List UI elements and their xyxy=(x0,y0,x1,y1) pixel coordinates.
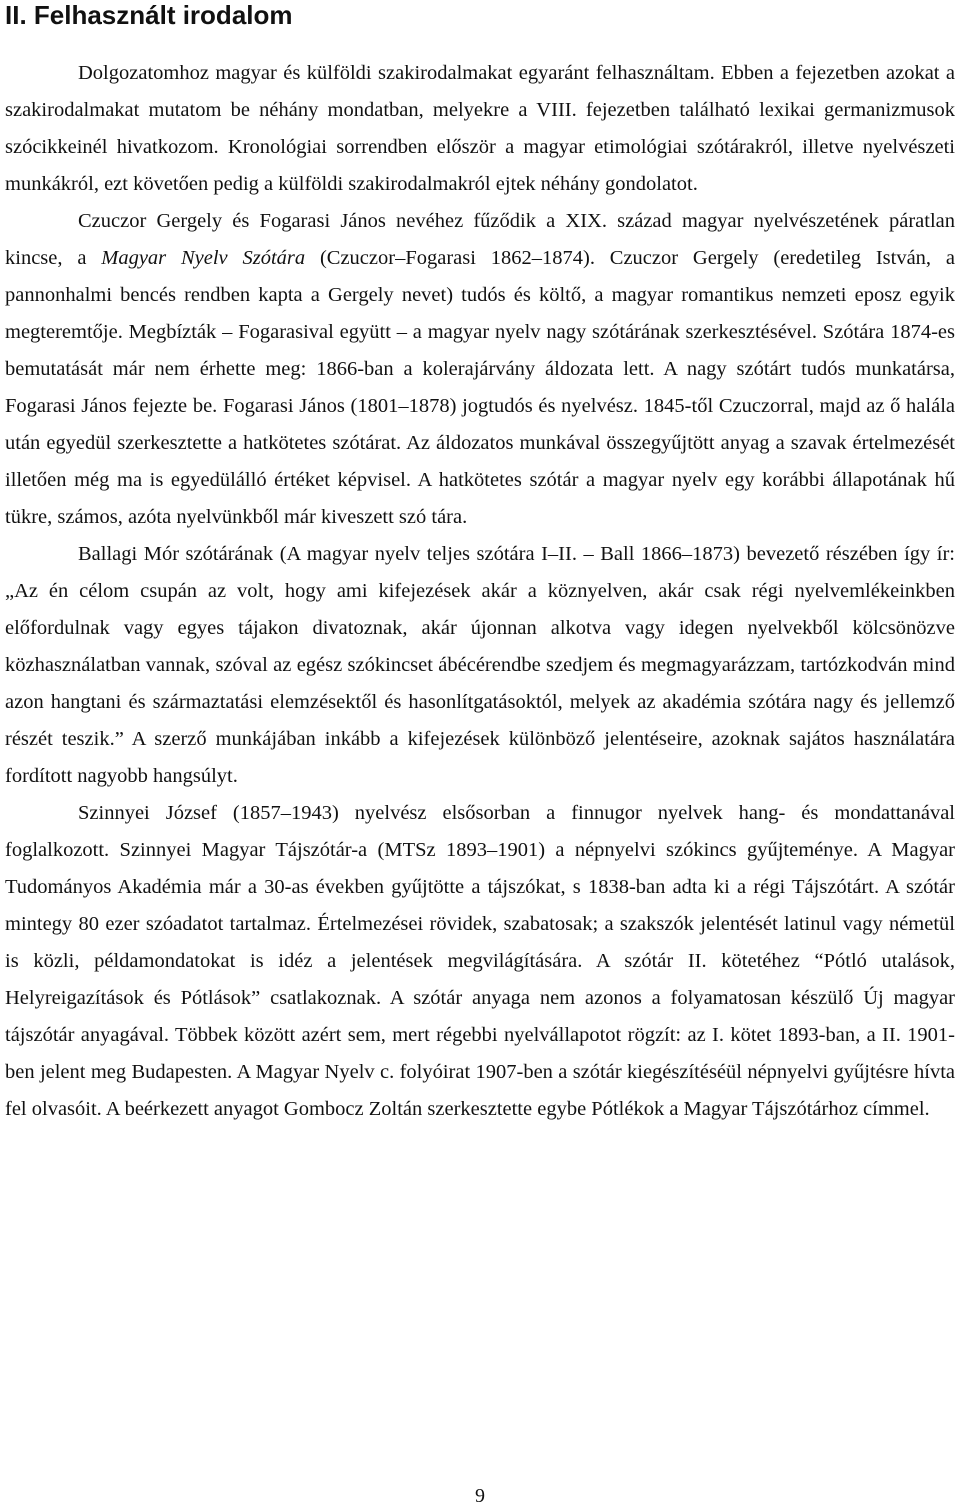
section-heading: II. Felhasznált irodalom xyxy=(5,0,293,30)
dictionary-title: Magyar Nyelv Szótára xyxy=(101,247,306,269)
paragraph-czuczor-text-1: Czuczor Gergely és Fogarasi János nevéhez fűződik a XIX. század magyar nyelvészetének páratlan kincse, a xyxy=(5,210,955,269)
page-number: 9 xyxy=(475,1485,485,1507)
paragraph-czuczor-fogarasi xyxy=(5,203,955,536)
paragraph-szinnyei: Szinnyei József (1857–1943) nyelvész elsősorban a finnugor nyelvek hang- és mondattanával foglalkozott. Szinnyei Magyar Tájszótár-a (MTSz 1893–1901) a népnyelvi szókincs gyűjteménye. A Magyar Tudományos Akadémia már a 30-as években gyűjtötte a tájszókat, s 1838-ban adta ki a régi Tájszótárt. A szótár mintegy 80 ezer szóadatot tartalmaz. Értelmezései rövidek, szabatosak; a szakszók jelentését latinul vagy németül is közli, példamondatokat is idéz a jelentések megvilágítására. A szótár II. kötetéhez “Pótló utalások, Helyreigazítások és Pótlások” csatlakoznak. A szótár anyaga nem azonos a folyamatosan készülő Új magyar tájszótár anyagával. Többek között azért sem, mert régebbi nyelvállapotot rögzít: az I. kötet 1893-ban, a II. 1901-ben jelent meg Budapesten. A Magyar Nyelv c. folyóirat 1907-ben a szótár kiegészítéséül népnyelvi gyűjtésre hívta fel olvasóit. A beérkezett anyagot Gombocz Zoltán szerkesztette egybe Pótlékok a Magyar Tájszótárhoz címmel. xyxy=(5,802,955,1120)
paragraph-intro: Dolgozatomhoz magyar és külföldi szakirodalmakat egyaránt felhasználtam. Ebben a fejezetben azokat a szakirodalmakat mutatom be néhány mondatban, melyekre a VIII. fejezetben található lexikai germanizmusok szócikkeinél hivatkozom. Kronológiai sorrendben először a magyar etimológiai szótárakról, illetve nyelvészeti munkákról, ezt követően pedig a külföldi szakirodalmakról ejtek néhány gondolatot. xyxy=(5,62,955,195)
paragraph-czuczor-text-2: (Czuczor–Fogarasi 1862–1874). Czuczor Gergely (eredetileg István, a pannonhalmi bencés rendben kapta a Gergely nevet) tudós és költő, a magyar romantikus nemzeti eposz egyik megteremtője. Megbízták – Fogarasival együtt – a magyar nyelv nagy szótárának szerkesztésével. Szótára 1874-es bemutatását már nem érhette meg: 1866-ban a kolerajárvány áldozata lett. A nagy szótárt tudós munkatársa, Fogarasi János fejezte be. Fogarasi János (1801–1878) jogtudós és nyelvész. 1845-től Czuczorral, majd az ő halála után egyedül szerkesztette a hatkötetes szótárat. Az áldozatos munkával összegyűjtött anyag a szavak értelmezését illetően még ma is egyedülálló értéket képvisel. A hatkötetes szótár a magyar nyelv egy korábbi állapotának hű tükre, számos, azóta nyelvünkből már kiveszett szó tára. xyxy=(5,247,955,528)
body-text xyxy=(5,55,955,1128)
paragraph-ballagi: Ballagi Mór szótárának (A magyar nyelv teljes szótára I–II. – Ball 1866–1873) bevezető részében így ír: „Az én célom csupán az volt, hogy ami kifejezések akár a köznyelven, akár csak régi nyelvemlékeinkben előfordulnak vagy egyes tájakon divatoznak, akár újonnan alkotva vagy idegen nyelvekből kölcsönözve közhasználatban vannak, szóval az egész szókincset ábécérendbe szedjem és megmagyarázzam, tartózkodván mind azon hangtani és származtatási elemzésektől és hasonlítgatásoktól, melyek az akadémia szótára nagy és jellemző részét teszik.” A szerző munkájában inkább a kifejezések különböző jelentéseire, azoknak sajátos használatára fordított nagyobb hangsúlyt. xyxy=(5,543,955,787)
